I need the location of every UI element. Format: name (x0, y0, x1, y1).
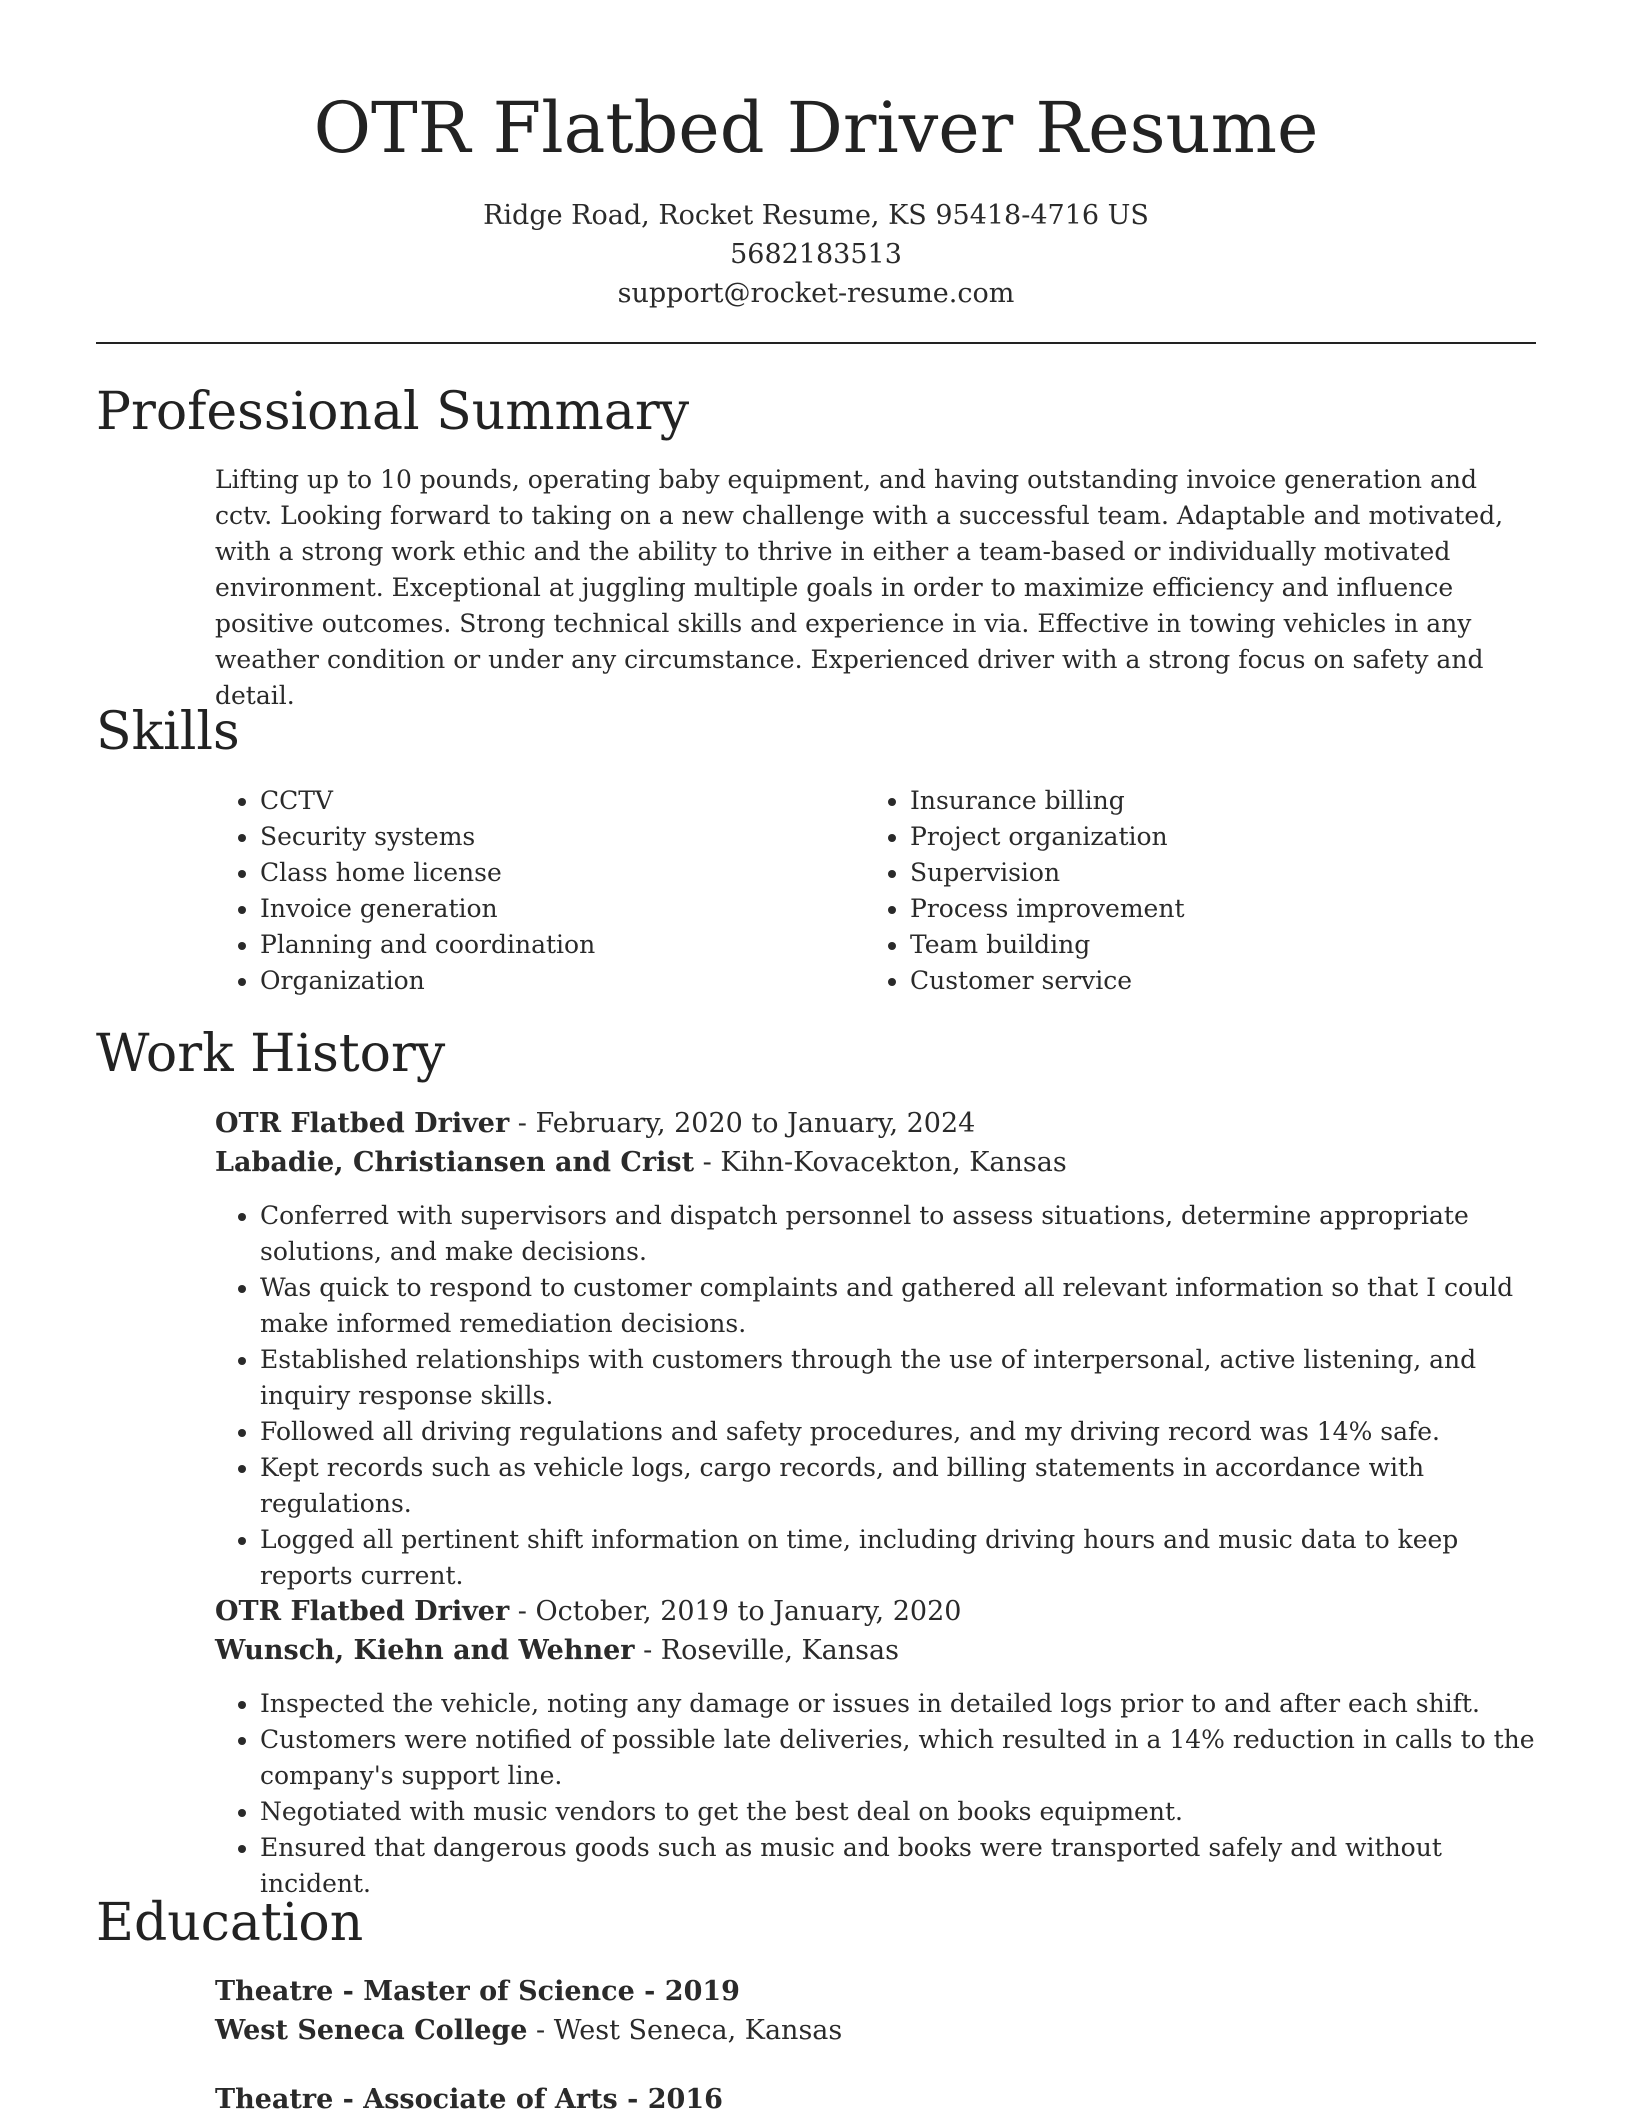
employer-line (215, 1143, 1540, 1182)
skill-item: • Insurance billing (910, 783, 1485, 819)
job-bullet: • Was quick to respond to customer complaints and gathered all relevant information so that I could make informed remediation decisions. (260, 1270, 1540, 1342)
job-title-line (215, 1592, 1540, 1631)
work-history-heading: Work History (96, 1024, 446, 1084)
education-degree: Theatre - Master of Science - 2019 (215, 1976, 740, 2007)
education-heading: Education (96, 1893, 364, 1953)
job-entry (215, 1592, 1540, 1670)
job-dates: - October, 2019 to January, 2020 (509, 1596, 962, 1627)
job-dates: - February, 2020 to January, 2024 (509, 1108, 976, 1139)
contact-email: support@rocket-resume.com (617, 278, 1015, 309)
summary-section (215, 462, 1540, 714)
skills-heading: Skills (96, 702, 240, 762)
job-bullets (215, 1686, 1540, 1902)
skill-item: • Project organization (910, 819, 1485, 855)
job-bullet: • Negotiated with music vendors to get the best deal on books equipment. (260, 1794, 1540, 1830)
employer-name: Labadie, Christiansen and Crist (215, 1147, 695, 1178)
skill-item: • Process improvement (910, 891, 1485, 927)
education-entry (215, 2080, 1540, 2119)
contact-address: Ridge Road, Rocket Resume, KS 95418-4716 US (483, 200, 1149, 231)
skill-item: • Invoice generation (260, 891, 835, 927)
skill-item: • Planning and coordination (260, 927, 835, 963)
skill-item: • Class home license (260, 855, 835, 891)
header-divider (96, 342, 1536, 344)
job-bullets (215, 1198, 1540, 1594)
job-entry (215, 1104, 1540, 1182)
education-entry (215, 1972, 1540, 2050)
skills-list-right (865, 783, 1485, 999)
employer-location: - Roseville, Kansas (634, 1635, 899, 1666)
education-degree: Theatre - Associate of Arts - 2016 (215, 2084, 723, 2115)
summary-text: Lifting up to 10 pounds, operating baby equipment, and having outstanding invoice generation and cctv. Looking forward to taking on a new challenge with a successful team. Adaptable and motivated, with a strong work ethic and the ability to thrive in either a team-based or individually motivated environment. Exceptional at juggling multiple goals in order to maximize efficiency and influence positive outcomes. Strong technical skills and experience in via. Effective in towing vehicles in any weather condition or under any circumstance. Experienced driver with a strong focus on safety and detail. (215, 465, 1504, 710)
job-bullet: • Logged all pertinent shift information on time, including driving hours and music data to keep reports current. (260, 1522, 1540, 1594)
skill-item: • Supervision (910, 855, 1485, 891)
job-bullet: • Inspected the vehicle, noting any damage or issues in detailed logs prior to and after each shift. (260, 1686, 1540, 1722)
contact-phone: 5682183513 (730, 239, 902, 270)
skill-item: • Team building (910, 927, 1485, 963)
skill-item: • Customer service (910, 963, 1485, 999)
skill-item: • Security systems (260, 819, 835, 855)
summary-heading: Professional Summary (96, 382, 690, 442)
skills-list-left (215, 783, 835, 999)
resume-header (0, 0, 1632, 313)
employer-location: - Kihn-Kovacekton, Kansas (694, 1147, 1067, 1178)
school-name: West Seneca College (215, 2015, 528, 2046)
job-title: OTR Flatbed Driver (215, 1596, 510, 1627)
employer-name: Wunsch, Kiehn and Wehner (215, 1635, 635, 1666)
skill-item: • Organization (260, 963, 835, 999)
resume-title: OTR Flatbed Driver Resume (313, 87, 1319, 169)
education-school-line (215, 2011, 1540, 2050)
job-bullet: • Customers were notified of possible late deliveries, which resulted in a 14% reduction in calls to the company's support line. (260, 1722, 1540, 1794)
job-bullet: • Conferred with supervisors and dispatch personnel to assess situations, determine appropriate solutions, and make decisions. (260, 1198, 1540, 1270)
job-bullet: • Established relationships with customers through the use of interpersonal, active listening, and inquiry response skills. (260, 1342, 1540, 1414)
job-bullet: • Kept records such as vehicle logs, cargo records, and billing statements in accordance with regulations. (260, 1450, 1540, 1522)
job-title: OTR Flatbed Driver (215, 1108, 510, 1139)
school-location: - West Seneca, Kansas (527, 2015, 843, 2046)
job-bullet: • Followed all driving regulations and safety procedures, and my driving record was 14% safe. (260, 1414, 1540, 1450)
employer-line (215, 1631, 1540, 1670)
job-bullet: • Ensured that dangerous goods such as music and books were transported safely and without incident. (260, 1830, 1540, 1902)
job-title-line (215, 1104, 1540, 1143)
skill-item: • CCTV (260, 783, 835, 819)
